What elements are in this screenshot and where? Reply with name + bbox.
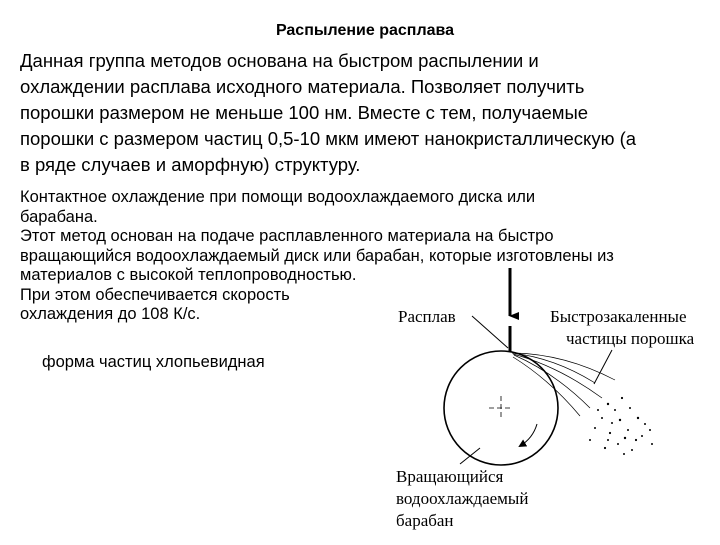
- intro-line: в ряде случаев и аморфную) структуру.: [20, 154, 361, 175]
- intro-paragraph: [20, 48, 710, 178]
- drum-diagram-svg: [380, 258, 720, 540]
- section-heading-line: Контактное охлаждение при помощи водоохлаждаемого диска или: [20, 188, 536, 206]
- particles-leader-line: [594, 350, 612, 384]
- rotation-arrow: [520, 424, 537, 446]
- melt-leader-line: [472, 316, 508, 348]
- drum-label: Вращающийся: [396, 467, 504, 486]
- particles-label: частицы порошка: [566, 329, 695, 348]
- spray-lines: [512, 353, 615, 416]
- melt-label: Расплав: [398, 307, 456, 326]
- section-heading-period: .: [93, 207, 98, 226]
- particles: [589, 397, 653, 455]
- section-heading-line: [20, 208, 710, 228]
- intro-line: порошки размером не меньше 100 нм. Вместе с тем, получаемые: [20, 102, 589, 123]
- drum-diagram: [380, 258, 720, 545]
- particle-shape-note: форма частиц хлопьевидная: [42, 353, 265, 371]
- intro-line: порошки с размером частиц 0,5-10 мкм имеют нанокристаллическую (а: [20, 128, 637, 149]
- section-heading-text: барабана: [20, 207, 94, 226]
- drum-label: водоохлаждаемый: [396, 489, 529, 508]
- section-body-line: вращающийся водоохлаждаемый диск или барабан, которые изготовлены из: [20, 246, 614, 265]
- drum-label: барабан: [396, 511, 454, 530]
- slide-title: Распыление расплава: [275, 22, 455, 39]
- section-body-line: материалов с высокой теплопроводностью.: [20, 266, 357, 284]
- section-body-line: Этот метод основан на подаче расплавленного материала на быстро: [20, 227, 554, 245]
- particles-label: Быстрозакаленные: [550, 307, 687, 326]
- section-body-line: При этом обеспечивается скорость: [20, 285, 290, 304]
- section-body-line: охлаждения до 108 К/с.: [20, 305, 201, 323]
- intro-line: Данная группа методов основана на быстром распылении и: [20, 50, 539, 71]
- intro-line: охлаждении расплава исходного материала. Позволяет получить: [20, 76, 585, 97]
